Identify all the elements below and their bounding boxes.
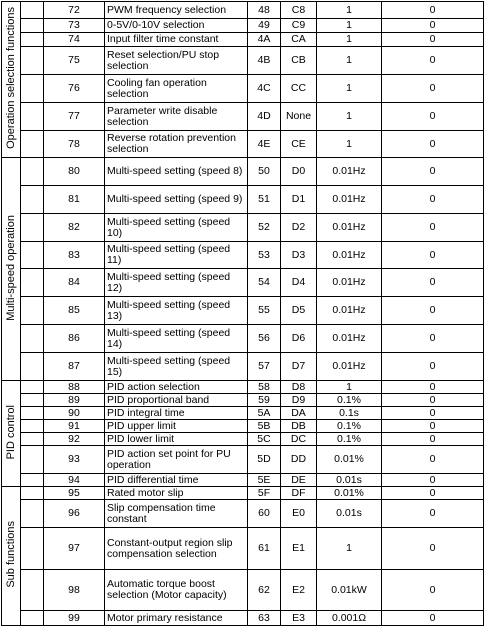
initial-value: 0 xyxy=(382,33,484,47)
parameter-number: 78 xyxy=(44,131,105,158)
instruction-code: C8 xyxy=(281,2,317,19)
initial-value: 0 xyxy=(382,611,484,626)
initial-value: 0 xyxy=(382,474,484,487)
parameter-number: 90 xyxy=(44,407,105,420)
setting-unit: 0.01Hz xyxy=(317,242,382,269)
hex-code: 61 xyxy=(248,528,281,570)
table-row xyxy=(2,528,484,570)
parameter-number: 95 xyxy=(44,487,105,500)
setting-unit: 1 xyxy=(317,131,382,158)
initial-value: 0 xyxy=(382,420,484,433)
instruction-code: E3 xyxy=(281,611,317,626)
spacer-cell xyxy=(21,407,44,420)
initial-value: 0 xyxy=(382,407,484,420)
hex-code: 4B xyxy=(248,47,281,75)
initial-value: 0 xyxy=(382,500,484,528)
initial-value: 0 xyxy=(382,214,484,242)
hex-code: 62 xyxy=(248,570,281,611)
parameter-number: 81 xyxy=(44,186,105,214)
hex-code: 4C xyxy=(248,75,281,103)
hex-code: 51 xyxy=(248,186,281,214)
initial-value: 0 xyxy=(382,103,484,131)
hex-code: 57 xyxy=(248,353,281,381)
parameter-name: Multi-speed setting (speed 15) xyxy=(105,353,248,381)
instruction-code: D7 xyxy=(281,353,317,381)
initial-value: 0 xyxy=(382,242,484,269)
parameter-name: PWM frequency selection xyxy=(105,2,248,19)
spacer-cell xyxy=(21,131,44,158)
hex-code: 5B xyxy=(248,420,281,433)
instruction-code: E0 xyxy=(281,500,317,528)
parameter-name: PID action set point for PU operation xyxy=(105,446,248,474)
table-row xyxy=(2,433,484,446)
parameter-number: 94 xyxy=(44,474,105,487)
parameter-table xyxy=(1,1,484,626)
instruction-code: DD xyxy=(281,446,317,474)
parameter-name: Multi-speed setting (speed 11) xyxy=(105,242,248,269)
instruction-code: D9 xyxy=(281,394,317,407)
table-row xyxy=(2,474,484,487)
parameter-number: 96 xyxy=(44,500,105,528)
instruction-code: D6 xyxy=(281,325,317,353)
hex-code: 5A xyxy=(248,407,281,420)
hex-code: 50 xyxy=(248,158,281,186)
initial-value: 0 xyxy=(382,297,484,325)
initial-value: 0 xyxy=(382,433,484,446)
setting-unit: 0.1% xyxy=(317,394,382,407)
parameter-name: PID upper limit xyxy=(105,420,248,433)
spacer-cell xyxy=(21,500,44,528)
group-label: PID control xyxy=(4,404,17,460)
setting-unit: 1 xyxy=(317,33,382,47)
group-label: Multi-speed operation xyxy=(4,214,17,321)
hex-code: 60 xyxy=(248,500,281,528)
parameter-number: 86 xyxy=(44,325,105,353)
spacer-cell xyxy=(21,2,44,19)
parameter-number: 72 xyxy=(44,2,105,19)
instruction-code: CA xyxy=(281,33,317,47)
setting-unit: 0.01Hz xyxy=(317,158,382,186)
hex-code: 4E xyxy=(248,131,281,158)
parameter-number: 93 xyxy=(44,446,105,474)
instruction-code: D1 xyxy=(281,186,317,214)
initial-value: 0 xyxy=(382,353,484,381)
setting-unit: 1 xyxy=(317,19,382,33)
instruction-code: DE xyxy=(281,474,317,487)
spacer-cell xyxy=(21,570,44,611)
table-row xyxy=(2,487,484,500)
hex-code: 5F xyxy=(248,487,281,500)
setting-unit: 0.01s xyxy=(317,474,382,487)
spacer-cell xyxy=(21,325,44,353)
hex-code: 52 xyxy=(248,214,281,242)
table-row xyxy=(2,186,484,214)
instruction-code: D8 xyxy=(281,381,317,394)
parameter-number: 98 xyxy=(44,570,105,611)
setting-unit: 1 xyxy=(317,47,382,75)
parameter-name: Multi-speed setting (speed 9) xyxy=(105,186,248,214)
spacer-cell xyxy=(21,611,44,626)
initial-value: 0 xyxy=(382,2,484,19)
parameter-name: PID action selection xyxy=(105,381,248,394)
table-row xyxy=(2,570,484,611)
instruction-code: CC xyxy=(281,75,317,103)
spacer-cell xyxy=(21,242,44,269)
parameter-number: 99 xyxy=(44,611,105,626)
hex-code: 49 xyxy=(248,19,281,33)
setting-unit: 0.01Hz xyxy=(317,214,382,242)
hex-code: 55 xyxy=(248,297,281,325)
parameter-number: 83 xyxy=(44,242,105,269)
parameter-name: Multi-speed setting (speed 12) xyxy=(105,269,248,297)
group-label-cell xyxy=(2,381,21,487)
parameter-number: 77 xyxy=(44,103,105,131)
hex-code: 5E xyxy=(248,474,281,487)
hex-code: 4D xyxy=(248,103,281,131)
initial-value: 0 xyxy=(382,131,484,158)
table-row xyxy=(2,214,484,242)
instruction-code: D3 xyxy=(281,242,317,269)
spacer-cell xyxy=(21,103,44,131)
parameter-number: 91 xyxy=(44,420,105,433)
table-row xyxy=(2,446,484,474)
parameter-name: Multi-speed setting (speed 14) xyxy=(105,325,248,353)
parameter-name: Slip compensation time constant xyxy=(105,500,248,528)
setting-unit: 0.1% xyxy=(317,433,382,446)
instruction-code: C9 xyxy=(281,19,317,33)
instruction-code: E2 xyxy=(281,570,317,611)
spacer-cell xyxy=(21,33,44,47)
spacer-cell xyxy=(21,186,44,214)
parameter-name: Multi-speed setting (speed 10) xyxy=(105,214,248,242)
initial-value: 0 xyxy=(382,487,484,500)
hex-code: 63 xyxy=(248,611,281,626)
spacer-cell xyxy=(21,394,44,407)
parameter-name: Motor primary resistance xyxy=(105,611,248,626)
initial-value: 0 xyxy=(382,381,484,394)
setting-unit: 1 xyxy=(317,528,382,570)
instruction-code: D4 xyxy=(281,269,317,297)
instruction-code: D2 xyxy=(281,214,317,242)
instruction-code: DA xyxy=(281,407,317,420)
table-row xyxy=(2,75,484,103)
instruction-code: DC xyxy=(281,433,317,446)
spacer-cell xyxy=(21,353,44,381)
initial-value: 0 xyxy=(382,325,484,353)
parameter-name: PID differential time xyxy=(105,474,248,487)
parameter-name: 0-5V/0-10V selection xyxy=(105,19,248,33)
setting-unit: 0.1% xyxy=(317,420,382,433)
hex-code: 59 xyxy=(248,394,281,407)
instruction-code: DB xyxy=(281,420,317,433)
group-label: Sub functions xyxy=(4,521,17,588)
parameter-number: 80 xyxy=(44,158,105,186)
table-row xyxy=(2,158,484,186)
group-label-cell xyxy=(2,158,21,381)
parameter-name: Automatic torque boost selection (Motor capacity) xyxy=(105,570,248,611)
parameter-number: 97 xyxy=(44,528,105,570)
initial-value: 0 xyxy=(382,75,484,103)
spacer-cell xyxy=(21,474,44,487)
hex-code: 54 xyxy=(248,269,281,297)
instruction-code: CB xyxy=(281,47,317,75)
spacer-cell xyxy=(21,19,44,33)
spacer-cell xyxy=(21,487,44,500)
initial-value: 0 xyxy=(382,446,484,474)
table-row xyxy=(2,407,484,420)
hex-code: 5D xyxy=(248,446,281,474)
parameter-name: Multi-speed setting (speed 8) xyxy=(105,158,248,186)
hex-code: 56 xyxy=(248,325,281,353)
table-row xyxy=(2,420,484,433)
table-row xyxy=(2,353,484,381)
initial-value: 0 xyxy=(382,158,484,186)
setting-unit: 0.01kW xyxy=(317,570,382,611)
parameter-number: 88 xyxy=(44,381,105,394)
instruction-code: CE xyxy=(281,131,317,158)
setting-unit: 0.01Hz xyxy=(317,297,382,325)
setting-unit: 1 xyxy=(317,103,382,131)
spacer-cell xyxy=(21,528,44,570)
parameter-name: Constant-output region slip compensation selection xyxy=(105,528,248,570)
instruction-code: E1 xyxy=(281,528,317,570)
setting-unit: 1 xyxy=(317,75,382,103)
spacer-cell xyxy=(21,47,44,75)
table-row xyxy=(2,500,484,528)
table-row xyxy=(2,611,484,626)
initial-value: 0 xyxy=(382,19,484,33)
parameter-number: 92 xyxy=(44,433,105,446)
parameter-number: 75 xyxy=(44,47,105,75)
parameter-name: PID lower limit xyxy=(105,433,248,446)
setting-unit: 0.01% xyxy=(317,446,382,474)
table-row xyxy=(2,381,484,394)
parameter-name: Rated motor slip xyxy=(105,487,248,500)
hex-code: 48 xyxy=(248,2,281,19)
parameter-number: 82 xyxy=(44,214,105,242)
parameter-table-body xyxy=(2,2,484,626)
parameter-number: 84 xyxy=(44,269,105,297)
instruction-code: None xyxy=(281,103,317,131)
table-row xyxy=(2,242,484,269)
initial-value: 0 xyxy=(382,570,484,611)
spacer-cell xyxy=(21,269,44,297)
initial-value: 0 xyxy=(382,528,484,570)
initial-value: 0 xyxy=(382,394,484,407)
table-row xyxy=(2,269,484,297)
table-row xyxy=(2,325,484,353)
table-row xyxy=(2,19,484,33)
setting-unit: 0.1s xyxy=(317,407,382,420)
table-row xyxy=(2,297,484,325)
parameter-name: Cooling fan operation selection xyxy=(105,75,248,103)
parameter-name: Input filter time constant xyxy=(105,33,248,47)
setting-unit: 1 xyxy=(317,381,382,394)
parameter-name: Parameter write disable selection xyxy=(105,103,248,131)
hex-code: 4A xyxy=(248,33,281,47)
spacer-cell xyxy=(21,381,44,394)
hex-code: 5C xyxy=(248,433,281,446)
setting-unit: 0.01Hz xyxy=(317,353,382,381)
parameter-number: 73 xyxy=(44,19,105,33)
setting-unit: 0.01Hz xyxy=(317,325,382,353)
parameter-number: 76 xyxy=(44,75,105,103)
spacer-cell xyxy=(21,420,44,433)
spacer-cell xyxy=(21,214,44,242)
group-label-cell xyxy=(2,2,21,158)
instruction-code: DF xyxy=(281,487,317,500)
parameter-name: Reset selection/PU stop selection xyxy=(105,47,248,75)
initial-value: 0 xyxy=(382,47,484,75)
initial-value: 0 xyxy=(382,186,484,214)
table-row xyxy=(2,131,484,158)
parameter-number: 74 xyxy=(44,33,105,47)
parameter-name: Multi-speed setting (speed 13) xyxy=(105,297,248,325)
parameter-name: Reverse rotation prevention selection xyxy=(105,131,248,158)
parameter-number: 85 xyxy=(44,297,105,325)
hex-code: 58 xyxy=(248,381,281,394)
setting-unit: 0.01Hz xyxy=(317,186,382,214)
initial-value: 0 xyxy=(382,269,484,297)
setting-unit: 1 xyxy=(317,2,382,19)
table-row xyxy=(2,2,484,19)
setting-unit: 0.001Ω xyxy=(317,611,382,626)
spacer-cell xyxy=(21,433,44,446)
setting-unit: 0.01% xyxy=(317,487,382,500)
table-row xyxy=(2,33,484,47)
instruction-code: D0 xyxy=(281,158,317,186)
group-label-cell xyxy=(2,487,21,626)
setting-unit: 0.01Hz xyxy=(317,269,382,297)
parameter-name: PID integral time xyxy=(105,407,248,420)
table-row xyxy=(2,103,484,131)
parameter-number: 87 xyxy=(44,353,105,381)
spacer-cell xyxy=(21,446,44,474)
spacer-cell xyxy=(21,297,44,325)
instruction-code: D5 xyxy=(281,297,317,325)
setting-unit: 0.01s xyxy=(317,500,382,528)
parameter-name: PID proportional band xyxy=(105,394,248,407)
parameter-number: 89 xyxy=(44,394,105,407)
group-label: Operation selection functions xyxy=(4,7,17,149)
spacer-cell xyxy=(21,158,44,186)
spacer-cell xyxy=(21,75,44,103)
table-row xyxy=(2,47,484,75)
table-row xyxy=(2,394,484,407)
hex-code: 53 xyxy=(248,242,281,269)
